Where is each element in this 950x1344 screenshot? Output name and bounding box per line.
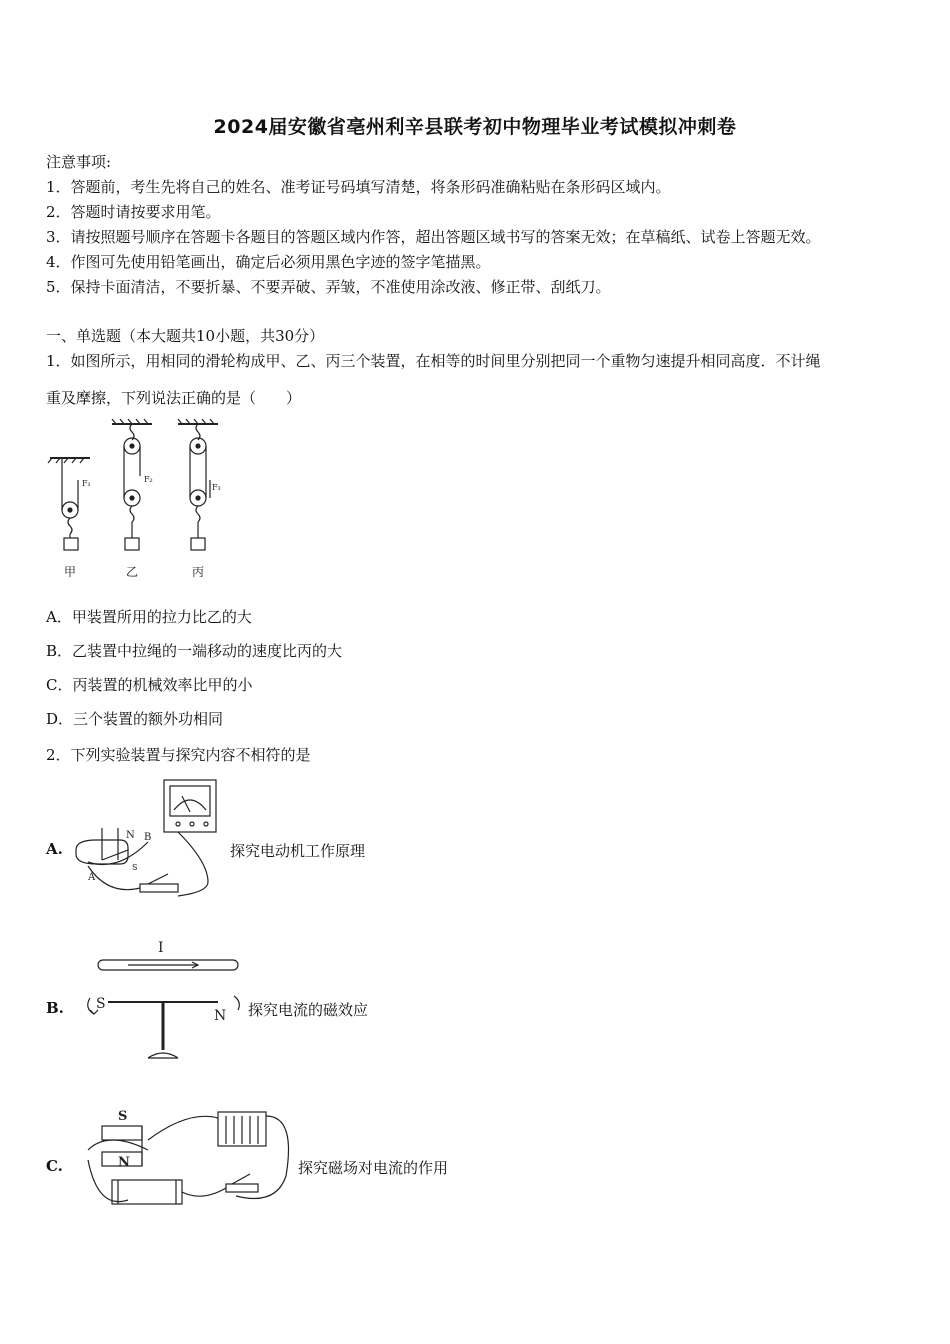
fig-label-n: N xyxy=(126,830,135,841)
pulley-figure xyxy=(40,418,250,588)
question-2-option-b-caption: 探究电流的磁效应 xyxy=(248,1001,369,1019)
fig-label-a: A xyxy=(88,872,96,883)
pulley-setup-jia xyxy=(48,458,91,550)
force-label: F₃ xyxy=(212,483,221,492)
notice-item: 4．作图可先使用铅笔画出，确定后必须用黑色字迹的签字笔描黑。 xyxy=(46,253,491,271)
question-1-option-a[interactable]: A．甲装置所用的拉力比乙的大 xyxy=(46,608,252,626)
page-title: 2024届安徽省亳州利辛县联考初中物理毕业考试模拟冲刺卷 xyxy=(213,116,737,138)
needle-pole-n: N xyxy=(214,1008,227,1024)
question-1-option-c[interactable]: C．丙装置的机械效率比甲的小 xyxy=(46,676,253,694)
question-1-stem-cont: 重及摩擦，下列说法正确的是（ ） xyxy=(46,389,302,407)
pulley-setup-bing xyxy=(178,419,221,550)
question-2-option-c-label[interactable]: C. xyxy=(46,1157,63,1175)
setup-label-yi: 乙 xyxy=(126,565,139,579)
fig-label-s: S xyxy=(132,863,138,872)
question-2-option-b-label[interactable]: B. xyxy=(46,999,64,1017)
needle-pole-s: S xyxy=(96,996,106,1012)
pulley-setup-yi xyxy=(112,419,153,550)
magnet-current-experiment-figure xyxy=(78,1100,298,1218)
current-label: I xyxy=(158,940,164,956)
setup-label-jia: 甲 xyxy=(64,565,77,579)
question-2-option-a-label[interactable]: A. xyxy=(46,840,63,858)
notice-item: 1．答题前，考生先将自己的姓名、准考证号码填写清楚，将条形码准确粘贴在条形码区域内。 xyxy=(46,178,671,196)
question-1-option-b[interactable]: B．乙装置中拉绳的一端移动的速度比丙的大 xyxy=(46,642,343,660)
oersted-experiment-figure xyxy=(78,936,244,1064)
setup-label-bing: 丙 xyxy=(192,565,205,579)
notice-item: 5．保持卡面清洁，不要折暴、不要弄破、弄皱，不准使用涂改液、修正带、刮纸刀。 xyxy=(46,278,611,296)
section-heading: 一、单选题（本大题共10小题，共30分） xyxy=(46,327,325,345)
notice-heading: 注意事项: xyxy=(46,153,112,171)
question-2-stem: 2．下列实验装置与探究内容不相符的是 xyxy=(46,746,311,764)
motor-experiment-figure xyxy=(68,776,228,904)
force-label: F₂ xyxy=(144,475,153,484)
question-1-stem: 1．如图所示，用相同的滑轮构成甲、乙、丙三个装置，在相等的时间里分别把同一个重物匀速提升相同高度．不计绳 xyxy=(46,352,821,370)
fig-label-b: B xyxy=(144,832,152,843)
notice-item: 2．答题时请按要求用笔。 xyxy=(46,203,221,221)
magnet-pole-s: S xyxy=(118,1109,128,1124)
notice-item: 3．请按照题号顺序在答题卡各题目的答题区域内作答，超出答题区域书写的答案无效；在草稿纸、试卷上答题无效。 xyxy=(46,228,821,246)
force-label: F₁ xyxy=(82,479,91,488)
question-2-option-a-caption: 探究电动机工作原理 xyxy=(230,842,366,860)
magnet-pole-n: N xyxy=(118,1155,130,1170)
question-1-option-d[interactable]: D．三个装置的额外功相同 xyxy=(46,710,224,728)
question-2-option-c-caption: 探究磁场对电流的作用 xyxy=(298,1159,449,1177)
